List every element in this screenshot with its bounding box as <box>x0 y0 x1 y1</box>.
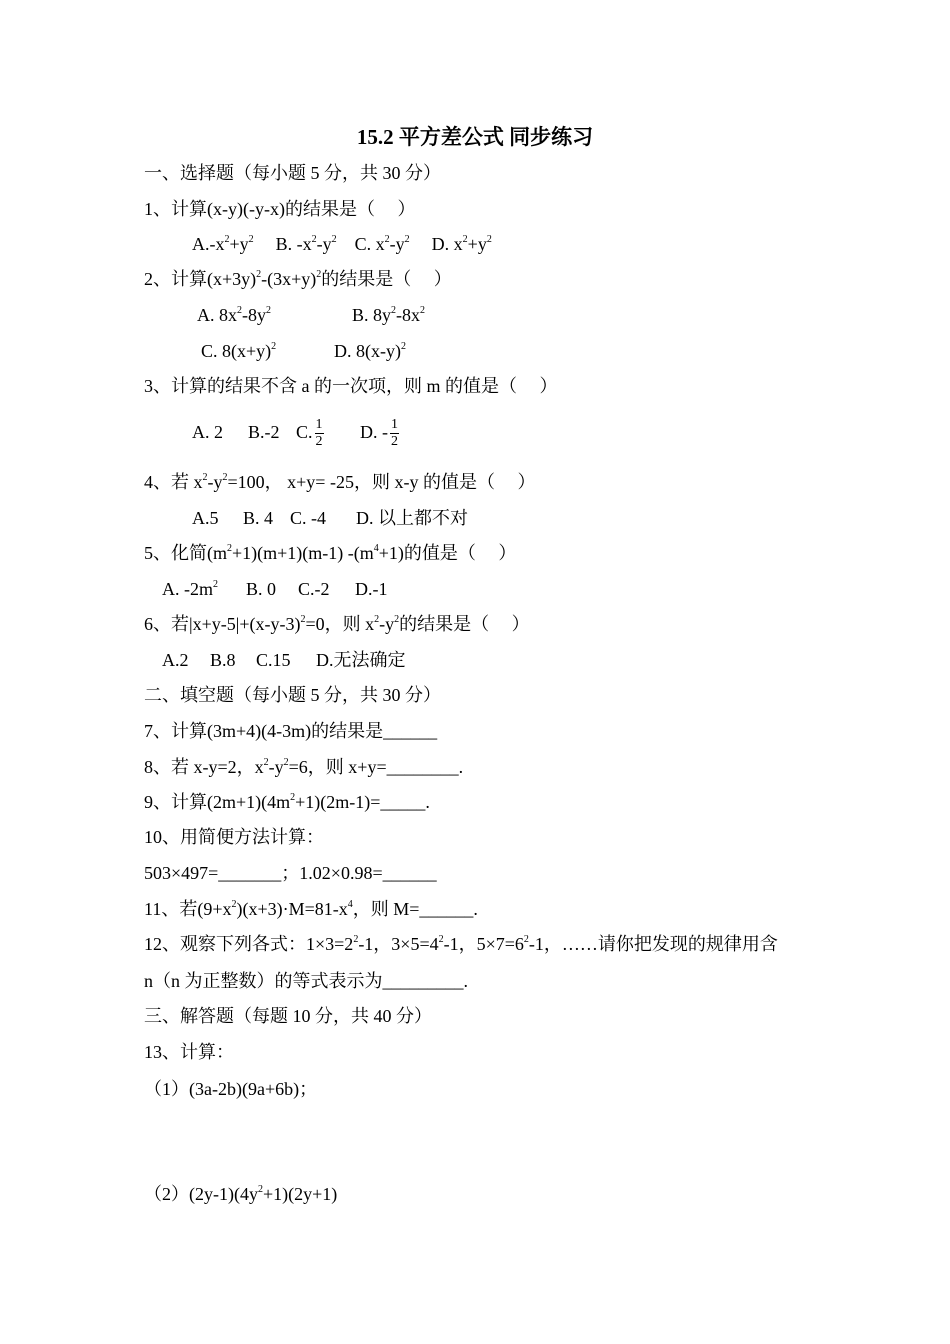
option-b: B.8 <box>210 650 236 670</box>
question-10: 10、用简便方法计算： <box>144 827 324 847</box>
option-a: A.2 <box>162 650 189 670</box>
question-7: 7、计算(3m+4)(4-3m)的结果是______ <box>144 721 438 741</box>
option-c: C.-2 <box>298 579 330 599</box>
option-b: B. $8y^2-8x^2$ <box>352 305 426 325</box>
question-1: 1、计算(x-y)(-y-x)的结果是（ ） <box>144 199 416 219</box>
question-13: 13、计算： <box>144 1042 234 1062</box>
option-a: $A.-x^2+y^2$ <box>192 234 254 254</box>
question-10-line2: 503×497=_______；1.02×0.98=______ <box>144 863 437 883</box>
question-3: 3、计算的结果不含 a 的一次项，则 m 的值是（ ） <box>144 376 558 396</box>
section-fill-heading: 二、填空题（每小题 5 分，共 30 分） <box>144 685 441 705</box>
fraction-one-half: $\frac{1}{2}$ <box>315 417 323 450</box>
page-title: 15.2 平方差公式 同步练习 <box>356 125 594 149</box>
option-d: D. $8(x-y)^2$ <box>334 341 406 361</box>
option-b: B. 4 <box>243 508 274 528</box>
option-d: D. 以上都不对 <box>356 508 468 528</box>
option-d: D. - $\frac{1}{2}$ <box>360 417 398 450</box>
option-c: C. -4 <box>290 508 326 528</box>
option-a: A. 2 <box>192 422 223 442</box>
question-8: 8、若 x-y=2，$x^2-y^2=6$，则 x+y=________. <box>144 757 464 777</box>
option-d: D.-1 <box>355 579 388 599</box>
section-answer-heading: 三、解答题（每题 10 分，共 40 分） <box>144 1006 432 1026</box>
question-12: 12、观察下列各式：$1\times 3=2^2-1$，$3\times 5=4^2-1$，$5\times 7=6^2-1$，……请你把发现的规律用含 <box>144 934 778 954</box>
option-b: B.-2 <box>248 422 280 442</box>
option-d: D.无法确定 <box>316 650 406 670</box>
question-13-part-2: $(2)(2y-1)(4y^2+1)(2y+1)$ <box>144 1184 338 1204</box>
question-1-options <box>192 233 492 255</box>
option-c: C.15 <box>256 650 291 670</box>
option-b: B. 0 <box>246 579 277 599</box>
option-b: B. $-x^2-y^2$ <box>275 234 337 254</box>
question-2: 2、计算$(x+3y)^2-(3x+y)^2$的结果是（ ） <box>144 269 452 289</box>
option-c: C. $x^2-y^2$ <box>354 234 410 254</box>
question-9: 9、计算$(2m+1)(4m^2+1)(2m-1)=\_\_\_\_\_$. <box>144 792 430 812</box>
option-a: A. $-2m^2$ <box>162 579 218 599</box>
question-13-part-1: （1）(3a-2b)(9a+6b)； <box>144 1079 318 1099</box>
question-4: 4、若 $x^2-y^2=100$， x+y= -25，则 x-y 的值是（ ） <box>144 472 536 492</box>
option-a: A. $8x^2-8y^2$ <box>197 305 271 325</box>
question-11: 11、若$(9+x^2)(x+3)\cdot M=81-x^4$，则 M=______. <box>144 899 478 919</box>
option-a: A.5 <box>192 508 219 528</box>
option-c: C. $8(x+y)^2$ <box>201 341 277 361</box>
question-5: 5、化简$(m^2+1)(m+1)(m-1)$ $-(m^4+1)$的值是（ ） <box>144 543 517 563</box>
option-d: D. $x^2+y^2$ <box>431 234 492 254</box>
question-6: 6、若$|x+y-5|+(x-y-3)^2=0$，则 $x^2-y^2$的结果是（ ） <box>144 614 530 634</box>
option-c: C. $\frac{1}{2}$ <box>296 417 323 450</box>
fraction-one-half: $\frac{1}{2}$ <box>391 417 398 450</box>
section-choice-heading: 一、选择题（每小题 5 分，共 30 分） <box>144 163 441 183</box>
question-12-line2: n（n 为正整数）的等式表示为_________. <box>144 971 468 991</box>
